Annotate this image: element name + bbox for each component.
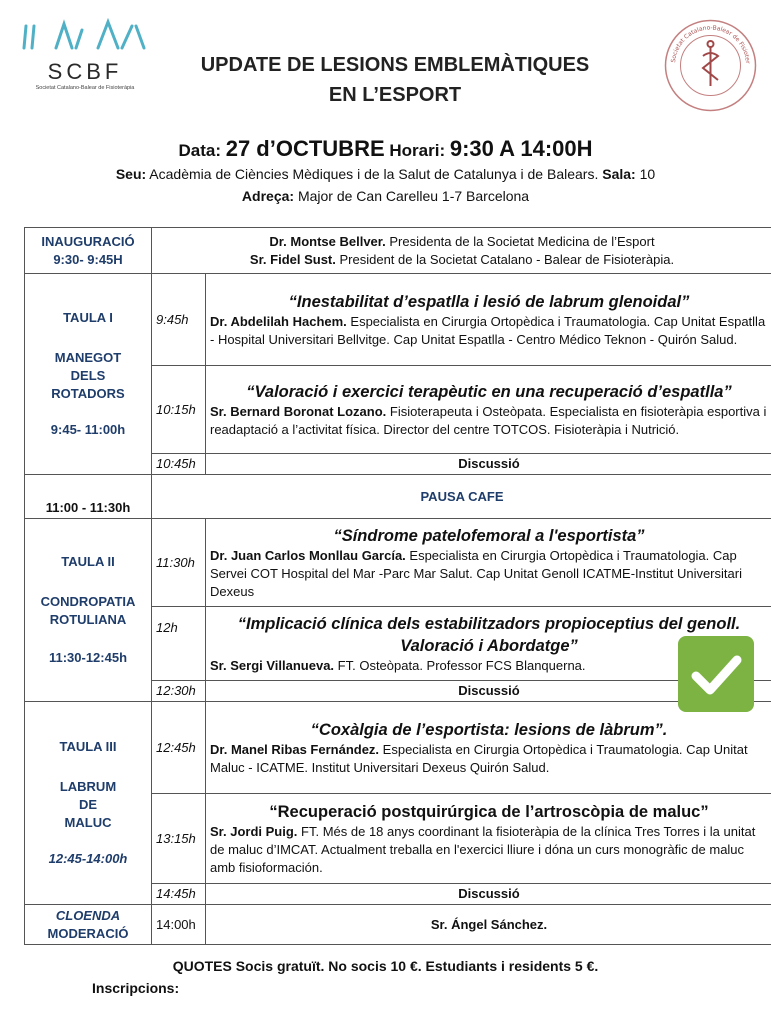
- discussion-label: Discussió: [206, 884, 771, 905]
- discussion-label: Discussió: [206, 681, 771, 702]
- talk-bio: Especialista en Cirurgia Ortopèdica i Traumatologia. Cap Unitat Maluc - ICATME. Institut Universitari Dexeus Quirón Salud.: [210, 741, 748, 775]
- taula2-cell: [25, 519, 152, 702]
- cloenda-speaker: Sr. Ángel Sánchez.: [206, 905, 771, 945]
- taula1-cell: [25, 274, 152, 475]
- table-row: [25, 228, 771, 274]
- table-row: [25, 519, 771, 607]
- talk-cell: [206, 702, 771, 794]
- adreca-value: Major de Can Carelleu 1-7 Barcelona: [297, 188, 530, 204]
- talk-speaker: Dr. Abdelilah Hachem.: [210, 313, 347, 329]
- taula3-time: 12:45-14:00h: [48, 851, 128, 866]
- cloenda-time: 14:00h: [152, 905, 206, 945]
- table-row: [25, 702, 771, 794]
- discussion-time: 10:45h: [152, 454, 206, 475]
- inauguracio-time: 9:30- 9:45H: [53, 251, 123, 267]
- checkmark-badge: [678, 636, 754, 712]
- taula3-cell: [25, 702, 152, 905]
- cloenda-cell: [25, 905, 152, 945]
- adreca-label: Adreça:: [241, 188, 295, 204]
- inauguracio-role-1: Presidenta de la Societat Medicina de l’Esport: [389, 233, 655, 249]
- talk-bio: FT. Més de 18 anys coordinant la fisioteràpia de la clínica Tres Torres i la unitat de maluc d’IMCAT. Actualment treballa en l'exercici lliure i dóna un curs monogràfic de maluc amb fisioformación.: [210, 823, 756, 875]
- talk-title: “Recuperació postquirúrgica de l’artroscòpia de maluc”: [269, 802, 709, 821]
- taula1-topic-1: MANEGOT: [54, 350, 122, 365]
- inauguracio-role-2: President de la Societat Catalano - Balear de Fisioteràpia.: [339, 251, 675, 267]
- talk-title: “Coxàlgia de l’esportista: lesions de làbrum”.: [310, 720, 668, 739]
- scbf-logo: [20, 18, 150, 91]
- talk-title: “Implicació clínica dels estabilitzadors propioceptius del genoll. Valoració i Abordatge”: [237, 614, 741, 655]
- checkmark-icon: [678, 636, 754, 712]
- talk-speaker: Dr. Manel Ribas Fernández.: [210, 741, 380, 757]
- inauguracio-speaker-2: Sr. Fidel Sust.: [249, 251, 336, 267]
- taula2-label: TAULA II: [61, 554, 115, 569]
- title-line-1: UPDATE DE LESIONS EMBLEMÀTIQUES: [200, 54, 590, 76]
- seal-text: Societat Catalano-Balear de Fisioter: [670, 24, 751, 64]
- program-table: [24, 227, 771, 945]
- taula2-time: 11:30-12:45h: [48, 650, 128, 665]
- svg-text:Societat Catalano-Balear de Fi: [663, 18, 751, 64]
- table-row: [25, 475, 771, 519]
- horari-label: Horari:: [389, 141, 446, 160]
- talk-title: “Inestabilitat d’espatlla i lesió de labrum glenoidal”: [288, 292, 690, 311]
- seu-label: Seu:: [115, 166, 147, 182]
- talk-bio: Especialista en Cirurgia Ortopèdica i Traumatologia. Cap Servei COT Hospital del Mar -Parc Mar Salut. Cap Unitat Genoll ICATME-Institut Universitari Dexeus: [210, 547, 742, 599]
- talk-time: 10:15h: [152, 366, 206, 454]
- taula1-time: 9:45- 11:00h: [50, 422, 126, 437]
- sala-value: 10: [639, 166, 656, 182]
- discussion-label: Discussió: [206, 454, 771, 475]
- quotes-line: QUOTES Socis gratuït. No socis 10 €. Estudiants i residents 5 €.: [172, 958, 599, 974]
- taula1-topic-3: ROTADORS: [51, 386, 125, 401]
- taula2-topic-1: CONDROPATIA: [40, 594, 136, 609]
- inauguracio-cell: [25, 228, 152, 274]
- logo-figures-icon: [20, 18, 150, 52]
- talk-time: 12h: [152, 607, 206, 681]
- inauguracio-label: INAUGURACIÓ: [41, 233, 135, 249]
- taula1-label: TAULA I: [63, 310, 113, 325]
- talk-title: “Síndrome patelofemoral a l'esportista”: [333, 526, 645, 545]
- date-line: [0, 136, 771, 162]
- talk-time: 11:30h: [152, 519, 206, 607]
- inscripcions-label: Inscripcions:: [92, 980, 180, 996]
- seu-value: Acadèmia de Ciències Mèdiques i de la Salut de Catalunya i de Balears.: [149, 166, 599, 182]
- discussion-time: 12:30h: [152, 681, 206, 702]
- talk-cell: [206, 519, 771, 607]
- inauguracio-speaker-1: Dr. Montse Bellver.: [269, 233, 386, 249]
- taula3-topic-1: LABRUM: [59, 779, 117, 794]
- talk-cell: [206, 366, 771, 454]
- society-seal-logo: [663, 18, 758, 113]
- logo-subtitle: Societat Catalano-Balear de Fisioteràpia: [35, 85, 135, 91]
- cloenda-label: CLOENDA: [55, 907, 121, 923]
- talk-speaker: Sr. Bernard Boronat Lozano.: [210, 403, 387, 419]
- talk-cell: [206, 794, 771, 884]
- talk-bio: Especialista en Cirurgia Ortopèdica i Traumatologia. Cap Unitat Espatlla - Hospital Universitari Bellvitge. Cap Unitat Espatlla - Centro Médico Teknon - Quirón Salud.: [210, 313, 766, 347]
- moderacio-label: MODERACIÓ: [47, 925, 129, 941]
- inauguracio-content: [152, 228, 771, 274]
- page-title: [160, 50, 630, 110]
- taula1-topic-2: DELS: [70, 368, 106, 383]
- taula3-topic-2: DE: [78, 797, 98, 812]
- pausa-time: 11:00 - 11:30h: [25, 475, 152, 519]
- talk-time: 9:45h: [152, 274, 206, 366]
- talk-speaker: Dr. Juan Carlos Monllau García.: [210, 547, 406, 563]
- talk-bio: FT. Osteòpata. Professor FCS Blanquerna.: [337, 657, 586, 673]
- discussion-time: 14:45h: [152, 884, 206, 905]
- sala-label: Sala:: [602, 166, 636, 182]
- table-row: [25, 905, 771, 945]
- table-row: [25, 274, 771, 366]
- venue-info: [0, 163, 771, 207]
- talk-time: 13:15h: [152, 794, 206, 884]
- talk-bio: Fisioterapeuta i Osteòpata. Especialista en fisioteràpia esportiva i readaptació a l’activitat física. Director del centre TOTCOS. Fisioteràpia i Nutrició.: [210, 403, 767, 437]
- date-label: Data:: [178, 141, 221, 160]
- talk-speaker: Sr. Jordi Puig.: [210, 823, 298, 839]
- taula2-topic-2: ROTULIANA: [49, 612, 127, 627]
- talk-title: “Valoració i exercici terapèutic en una recuperació d’espatlla”: [246, 382, 732, 401]
- logo-acronym: SCBF: [47, 59, 123, 84]
- taula3-label: TAULA III: [59, 739, 117, 754]
- date-value: 27 d’OCTUBRE: [225, 136, 385, 161]
- taula3-topic-3: MALUC: [64, 815, 112, 830]
- title-line-2: EN L’ESPORT: [328, 84, 462, 106]
- horari-value: 9:30 A 14:00H: [449, 136, 593, 161]
- talk-time: 12:45h: [152, 702, 206, 794]
- pausa-label: PAUSA CAFE: [152, 475, 771, 519]
- talk-cell: [206, 274, 771, 366]
- talk-speaker: Sr. Sergi Villanueva.: [210, 657, 335, 673]
